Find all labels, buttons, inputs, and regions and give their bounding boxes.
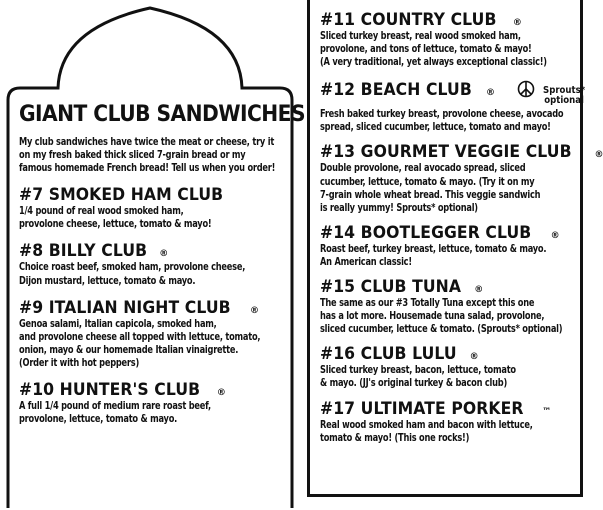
description-line: Sliced turkey breast, real wood smoked ham, xyxy=(320,31,521,42)
menu-intro: My club sandwiches have twice the meat or cheese, try it on my fresh baked thick sliced 7-grain bread or my famous homemade French bread! Tell us when you order! xyxy=(19,137,276,175)
description-line: Roast beef, turkey breast, lettuce, tomato & mayo. xyxy=(320,243,547,255)
menu-item-header xyxy=(320,344,574,364)
menu-item xyxy=(19,298,281,370)
menu-item-header xyxy=(320,10,574,30)
menu-item-description xyxy=(19,318,280,370)
description-line: An American classic! xyxy=(320,256,412,268)
menu-item-header xyxy=(19,241,281,261)
menu-item-name: #8 BILLY CLUB xyxy=(19,241,148,262)
menu-item-header xyxy=(320,223,574,243)
menu-item-description xyxy=(19,261,280,287)
description-line: is really yummy! Sprouts* optional) xyxy=(320,202,478,214)
menu-item-description xyxy=(320,243,570,269)
menu-item xyxy=(320,223,574,269)
menu-item-name: #14 BOOTLEGGER CLUB xyxy=(320,222,532,243)
description-line: The same as our #3 Totally Tuna except this one xyxy=(320,298,535,310)
description-line: Fresh baked turkey breast, provolone cheese, avocado xyxy=(320,109,564,121)
trademark-mark: ® xyxy=(474,285,484,296)
description-line: & mayo. (JJ's original turkey & bacon club) xyxy=(320,378,508,390)
menu-item-description xyxy=(19,400,280,426)
menu-item-header xyxy=(320,277,574,297)
menu-item xyxy=(19,185,281,231)
trademark-mark: ® xyxy=(550,230,560,241)
description-line: onion, mayo & our homemade Italian vinaigrette. xyxy=(19,344,239,356)
menu-item xyxy=(320,77,586,134)
menu-item-description xyxy=(320,162,570,214)
menu-item-header xyxy=(19,298,281,318)
menu-item xyxy=(320,142,603,214)
description-line: Genoa salami, Italian capicola, smoked ham, xyxy=(19,318,217,330)
sprouts-note-line: optional xyxy=(544,95,584,107)
trademark-mark: ® xyxy=(250,305,260,316)
menu-item-header xyxy=(320,77,586,108)
menu-item xyxy=(19,380,281,426)
description-line: Sliced turkey breast, bacon, lettuce, tomato xyxy=(320,365,516,377)
trademark-mark: ® xyxy=(216,388,226,399)
description-line: Real wood smoked ham and bacon with lettuce, xyxy=(320,419,533,431)
menu-item xyxy=(19,241,281,287)
description-line: (Order it with hot peppers) xyxy=(19,357,140,369)
trademark-mark: ® xyxy=(486,88,496,99)
menu-item-name: #7 SMOKED HAM CLUB xyxy=(19,185,224,206)
menu-item-description xyxy=(320,108,570,134)
menu-item-name: #10 HUNTER'S CLUB xyxy=(19,380,201,401)
description-line: (A very traditional, yet always exceptional classic!) xyxy=(320,57,547,69)
menu-item xyxy=(320,277,574,336)
trademark-mark: ® xyxy=(512,18,522,28)
description-line: has a lot more. Housemade tuna salad, provolone, xyxy=(320,311,545,323)
description-line: tomato & mayo! (This one rocks!) xyxy=(320,432,470,444)
menu-item-header xyxy=(19,380,281,400)
menu-item-name: #17 ULTIMATE PORKER xyxy=(320,398,524,419)
menu-item-name: #13 GOURMET VEGGIE CLUB xyxy=(320,142,572,163)
description-line: Double provolone, real avocado spread, sliced xyxy=(320,163,526,175)
description-line: sliced cucumber, lettuce & tomato. (Sprouts* optional) xyxy=(320,324,563,336)
description-line: provolone, and tons of lettuce, tomato & mayo! xyxy=(320,44,532,56)
trademark-mark: ® xyxy=(594,150,603,161)
trademark-mark: ® xyxy=(469,352,479,363)
trademark-mark: ® xyxy=(159,249,169,260)
right-menu-panel xyxy=(307,0,603,497)
menu-item-description xyxy=(320,364,570,390)
sprouts-optional-note xyxy=(543,86,585,106)
description-line: 7-grain whole wheat bread. This veggie sandwich xyxy=(320,189,541,201)
menu-item-name: #9 ITALIAN NIGHT CLUB xyxy=(19,297,231,318)
menu-item-header xyxy=(320,399,574,419)
description-line: Dijon mustard, lettuce, tomato & mayo. xyxy=(19,275,196,287)
peace-sign-icon xyxy=(517,80,535,98)
description-line: Choice roast beef, smoked ham, provolone cheese, xyxy=(19,262,246,274)
description-line: spread, sliced cucumber, lettuce, tomato and mayo! xyxy=(320,122,551,134)
menu-item-header xyxy=(19,185,281,205)
menu-item xyxy=(320,10,574,69)
menu-item-name: #15 CLUB TUNA xyxy=(320,277,462,298)
description-line: cucumber, lettuce, tomato & mayo. (Try it on my xyxy=(320,176,535,188)
menu-item xyxy=(320,344,574,390)
menu-item xyxy=(320,399,574,445)
description-line: provolone, lettuce, tomato & mayo. xyxy=(19,414,178,426)
menu-item-description xyxy=(320,30,570,69)
menu-title: GIANT CLUB SANDWICHES xyxy=(19,102,305,127)
description-line: provolone cheese, lettuce, tomato & mayo! xyxy=(19,219,212,231)
description-line: 1/4 pound of real wood smoked ham, xyxy=(19,206,184,218)
menu-item-description xyxy=(19,205,280,231)
menu-item-name: #12 BEACH CLUB xyxy=(320,80,472,101)
menu-item-description xyxy=(320,297,570,336)
description-line: and provolone cheese all topped with lettuce, tomato, xyxy=(19,331,261,343)
sprouts-note-line: Sprouts* xyxy=(543,85,586,97)
trademark-mark: ™ xyxy=(542,406,552,417)
menu-item-name: #11 COUNTRY CLUB xyxy=(320,10,497,30)
description-line: A full 1/4 pound of medium rare roast beef, xyxy=(19,401,211,413)
menu-item-header xyxy=(320,142,603,163)
menu-item-description xyxy=(320,419,570,445)
menu-item-name: #16 CLUB LULU xyxy=(320,344,457,365)
